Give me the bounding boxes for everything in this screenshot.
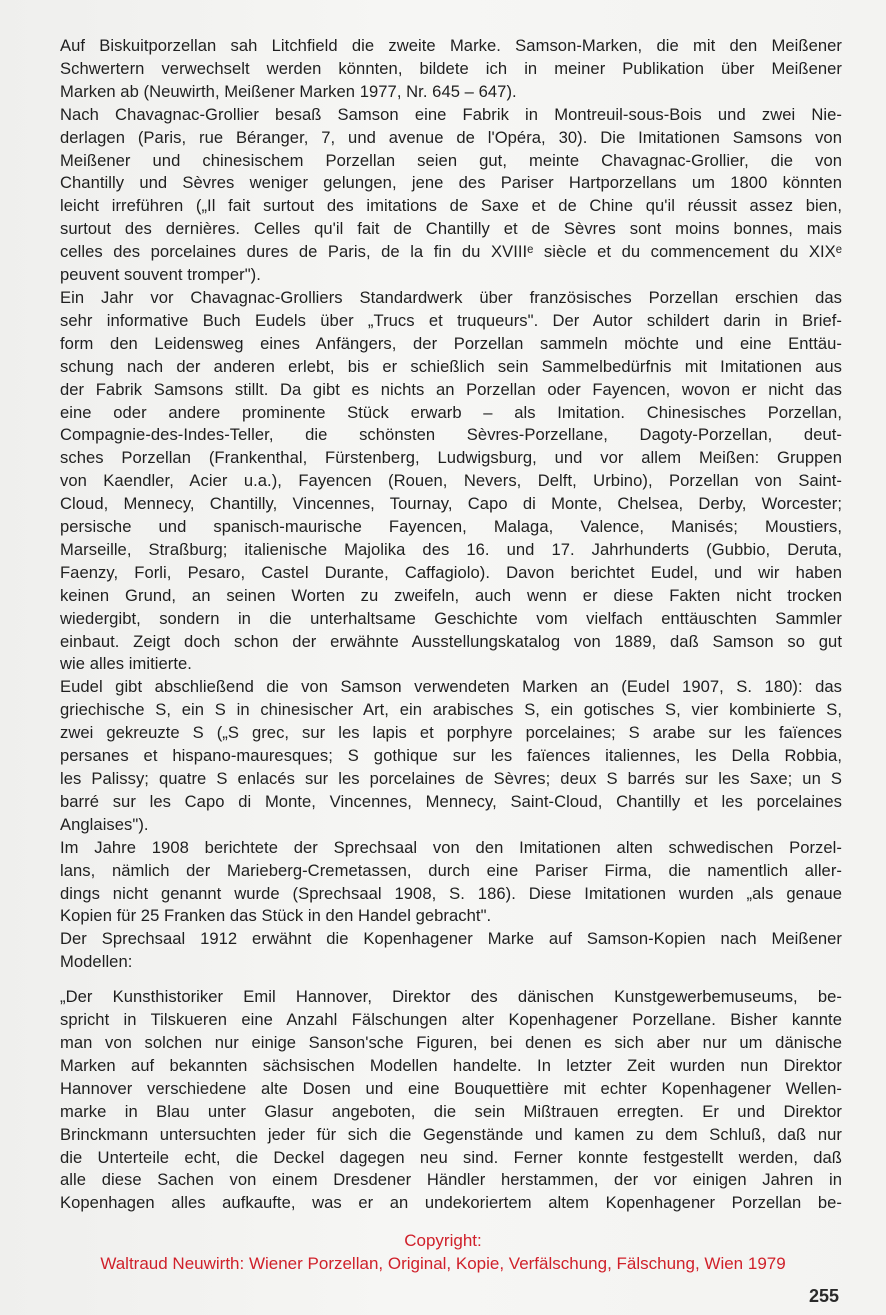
text-line: peuvent souvent tromper"). — [60, 265, 261, 285]
text-line: leicht irreführen („Il fait surtout des imitations de Saxe et de Chine qu'il réussit assez bien, — [60, 196, 842, 216]
text-line: lans, nämlich der Marieberg-Cremetassen, durch eine Pariser Firma, die namentlich aller- — [60, 860, 842, 880]
quote-line: die Unterteile echt, die Deckel dagegen neu sind. Ferner konnte festgestellt werden, daß — [60, 1147, 842, 1167]
quote-line: Marken auf bekannten sächsischen Modellen handelte. In letzter Zeit wurden nun Direktor — [60, 1055, 842, 1075]
text-line: Anglaises"). — [60, 814, 149, 834]
text-line: Im Jahre 1908 berichtete der Sprechsaal von den Imitationen alten schwedischen Porzel- — [60, 837, 842, 857]
text-line: Kopien für 25 Franken das Stück in den Handel gebracht". — [60, 906, 492, 926]
quote-line: Hannover verschiedene alte Dosen und eine Bouquettière mit echter Kopenhagener Wellen- — [60, 1078, 842, 1098]
text-line: celles des porcelaines dures de Paris, de la fin du XVIIIᵉ siècle et du commencement du XIXᵉ — [60, 242, 842, 262]
paragraph — [60, 35, 842, 104]
text-line: Cloud, Mennecy, Chantilly, Vincennes, Tournay, Capo di Monte, Chelsea, Derby, Worcester; — [60, 494, 842, 514]
text-line: barré sur les Capo di Monte, Vincennes, Mennecy, Saint-Cloud, Chantilly et les porcelaines — [60, 791, 842, 811]
text-line: Chantilly und Sèvres weniger gelungen, jene des Pariser Hartporzellans um 1800 könnten — [60, 173, 842, 193]
text-line: schung nach der anderen erlebt, bis er schießlich sein Sammelbedürfnis mit Imitationen aus — [60, 356, 842, 376]
block-quote — [60, 986, 842, 1215]
page-number: 255 — [808, 1286, 839, 1306]
text-line: wiedergibt, sondern in die unterhaltsame Geschichte vom vielfach enttäuschten Sammler — [60, 608, 842, 628]
text-line: der Fabrik Samsons stillt. Da gibt es nichts an Porzellan oder Fayencen, wovon er nicht das — [60, 379, 842, 399]
text-line: surtout des dernières. Celles qu'il fait de Chantilly et de Sèvres sont moins bonnes, mais — [60, 219, 842, 239]
quote-line: marke in Blau unter Glasur angeboten, die sein Mißtrauen erregten. Er und Direktor — [60, 1101, 842, 1121]
text-line: von Kaendler, Acier u.a.), Fayencen (Rouen, Nevers, Delft, Urbino), Porzellan von Saint- — [60, 471, 842, 491]
paragraph — [60, 104, 842, 287]
text-line: Meißener und chinesischem Porzellan seien gut, meinte Chavagnac-Grollier, die von — [60, 150, 842, 170]
text-line: Der Sprechsaal 1912 erwähnt die Kopenhagener Marke auf Samson-Kopien nach Meißener — [60, 929, 842, 949]
text-line: Schwertern verwechselt werden könnten, bildete ich in meiner Publikation über Meißener — [60, 58, 842, 78]
text-line: Nach Chavagnac-Grollier besaß Samson eine Fabrik in Montreuil-sous-Bois und zwei Nie- — [60, 104, 842, 124]
text-line: griechische S, ein S in chinesischer Art, ein arabisches S, ein gotisches S, vier kombinierte S, — [60, 700, 842, 720]
text-line: dings nicht genannt wurde (Sprechsaal 1908, S. 186). Diese Imitationen wurden „als genaue — [60, 883, 842, 903]
text-line: sches Porzellan (Frankenthal, Fürstenberg, Ludwigsburg, und vor allem Meißen: Gruppen — [60, 448, 842, 468]
text-line: Eudel gibt abschließend die von Samson verwendeten Marken an (Eudel 1907, S. 180): das — [60, 677, 842, 697]
text-line: einbaut. Zeigt doch schon der erwähnte Ausstellungskatalog von 1889, daß Samson so gut — [60, 631, 842, 651]
text-line: Modellen: — [60, 952, 133, 972]
text-line: Auf Biskuitporzellan sah Litchfield die zweite Marke. Samson-Marken, die mit den Meißener — [60, 36, 842, 55]
text-line: sehr informative Buch Eudels über „Trucs et truqueurs". Der Autor schildert darin in Brief- — [60, 310, 842, 330]
text-line: keinen Grund, an seinen Worten zu zweifeln, auch wenn er diese Fakten nicht trocken — [60, 585, 842, 605]
text-line: persanes et hispano-mauresques; S gothique sur les faïences italiennes, les Della Robbia, — [60, 746, 842, 766]
body-text — [60, 35, 842, 1215]
paragraph — [60, 676, 842, 836]
quote-line: Kopenhagen alles aufkaufte, was er an undekoriertem altem Kopenhagener Porzellan be- — [60, 1193, 842, 1213]
paragraph — [60, 928, 842, 974]
text-line: Ein Jahr vor Chavagnac-Grolliers Standardwerk über französisches Porzellan erschien das — [60, 287, 842, 307]
quote-line: man von solchen nur einige Sanson'sche Figuren, bei denen es sich aber nur um dänische — [60, 1032, 842, 1052]
quote-line: spricht in Tilskueren eine Anzahl Fälschungen alter Kopenhagener Porzellane. Bisher kannte — [60, 1010, 842, 1030]
text-line: derlagen (Paris, rue Béranger, 7, und avenue de l'Opéra, 30). Die Imitationen Samsons von — [60, 127, 842, 147]
copyright-source: Waltraud Neuwirth: Wiener Porzellan, Original, Kopie, Verfälschung, Fälschung, Wien 1979 — [100, 1254, 786, 1273]
text-line: Marseille, Straßburg; italienische Majolika des 16. und 17. Jahrhunderts (Gubbio, Deruta, — [60, 539, 842, 559]
quote-line: alle diese Sachen von einem Dresdener Händler herstammen, der vor einigen Jahren in — [60, 1170, 842, 1190]
text-line: les Palissy; quatre S enlacés sur les porcelaines de Sèvres; deux S barrés sur les Saxe; un S — [60, 769, 842, 788]
text-line: Marken ab (Neuwirth, Meißener Marken 1977, Nr. 645 – 647). — [60, 81, 517, 101]
text-line: wie alles imitierte. — [60, 654, 192, 674]
text-line: zwei gekreuzte S („S grec, sur les lapis et porphyre porcelaines; S arabe sur les faïences — [60, 723, 842, 743]
paragraph — [60, 287, 842, 676]
paragraph — [60, 837, 842, 929]
quote-line: Brinckmann untersuchten jeder für sich die Gegenstände und kamen zu dem Schluß, daß nur — [60, 1124, 842, 1144]
quote-line: „Der Kunsthistoriker Emil Hannover, Direktor des dänischen Kunstgewerbemuseums, be- — [60, 987, 842, 1007]
text-line: Compagnie-des-Indes-Teller, die schönsten Sèvres-Porzellane, Dagoty-Porzellan, deut- — [60, 425, 842, 445]
text-line: Faenzy, Forli, Pesaro, Castel Durante, Caffagiolo). Davon berichtet Eudel, und wir haben — [60, 562, 842, 582]
copyright-label: Copyright: — [404, 1231, 482, 1250]
text-line: persische und spanisch-maurische Fayencen, Malaga, Valence, Manisés; Moustiers, — [60, 517, 842, 537]
text-line: eine oder andere prominente Stück erwarb – als Imitation. Chinesisches Porzellan, — [60, 402, 842, 422]
text-line: form den Leidensweg eines Anfängers, der Porzellan sammeln möchte und eine Enttäu- — [60, 333, 842, 353]
